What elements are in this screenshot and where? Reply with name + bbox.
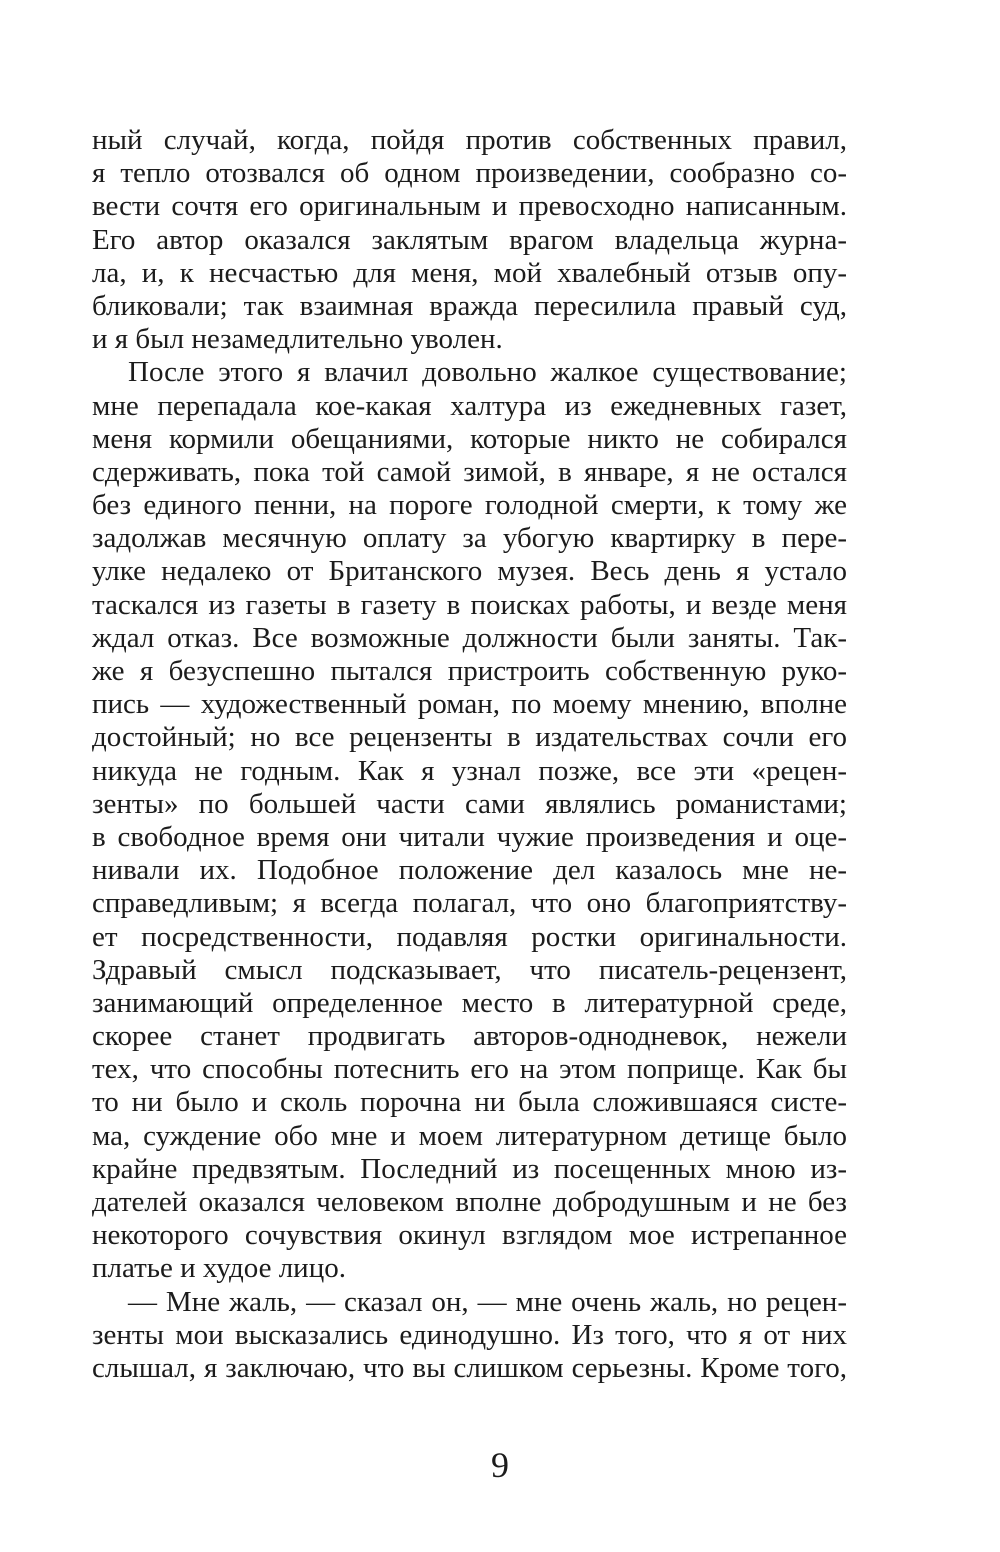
text-line: ждал отказ. Все возможные должности были заняты. Так- [92,621,847,654]
paragraph-last-line: и я был незамедлительно уволен. [92,323,503,356]
text-line: пись — художественный роман, по моему мнению, вполне [92,688,847,721]
text-line: без единого пенни, на пороге голодной смерти, к тому же [92,489,847,522]
page-number: 9 [491,1445,509,1485]
text-line: я тепло отозвался об одном произведении, сообразно со- [92,157,847,190]
text-line: скорее станет продвигать авторов-однодневок, нежели [92,1020,847,1053]
text-line: тех, что способны потеснить его на этом поприще. Как бы [92,1053,847,1086]
text-line: ла, и, к несчастью для меня, мой хвалебный отзыв опу- [92,256,847,289]
text-line: то ни было и сколь порочна ни была сложившаяся систе- [92,1086,847,1119]
text-line: Здравый смысл подсказывает, что писатель-рецензент, [92,953,847,986]
text-line: таскался из газеты в газету в поисках работы, и везде меня [92,588,847,621]
paragraph-last-line: платье и худое лицо. [92,1252,346,1285]
text-line: нивали их. Подобное положение дел казалось мне не- [92,854,847,887]
text-line: достойный; но все рецензенты в издательствах сочли его [92,721,847,754]
dialogue-line: — Мне жаль, — сказал он, — мне очень жаль, но рецен- [128,1285,847,1318]
paragraph-first-line: После этого я влачил довольно жалкое существование; [128,356,847,389]
text-line: ма, суждение обо мне и моем литературном детище было [92,1119,847,1152]
text-line: мне перепадала кое-какая халтура из ежедневных газет, [92,389,847,422]
text-line: зенты» по большей части сами являлись романистами; [92,787,847,820]
text-line: меня кормили обещаниями, которые никто не собирался [92,422,847,455]
text-line: в свободное время они читали чужие произведения и оце- [92,820,847,853]
text-line: сдерживать, пока той самой зимой, в январе, я не остался [92,455,847,488]
text-line: вести сочтя его оригинальным и превосходно написанным. [92,190,847,223]
text-line: ет посредственности, подавляя ростки оригинальности. [92,920,847,953]
text-line: бликовали; так взаимная вражда пересилила правый суд, [92,289,847,322]
text-line: крайне предвзятым. Последний из посещенных мною из- [92,1152,847,1185]
text-line: некоторого сочувствия окинул взглядом мое истрепанное [92,1219,847,1252]
body-text [92,124,847,1385]
text-line: зенты мои высказались единодушно. Из того, что я от них [92,1318,847,1351]
text-line: дателей оказался человеком вполне добродушным и не без [92,1186,847,1218]
text-line: никуда не годным. Как я узнал позже, все эти «рецен- [92,754,847,787]
text-line: справедливым; я всегда полагал, что оно благоприятству- [92,887,847,920]
text-line: занимающий определенное место в литературной среде, [92,986,847,1019]
text-line: ный случай, когда, пойдя против собственных правил, [92,124,847,156]
text-line: же я безуспешно пытался пристроить собственную руко- [92,655,847,687]
text-line: слышал, я заключаю, что вы слишком серьезны. Кроме того, [92,1351,847,1384]
text-line: улке недалеко от Британского музея. Весь день я устало [92,555,847,588]
text-line: задолжав месячную оплату за убогую квартирку в пере- [92,522,847,555]
text-line: Его автор оказался заклятым врагом владельца журна- [92,223,847,256]
